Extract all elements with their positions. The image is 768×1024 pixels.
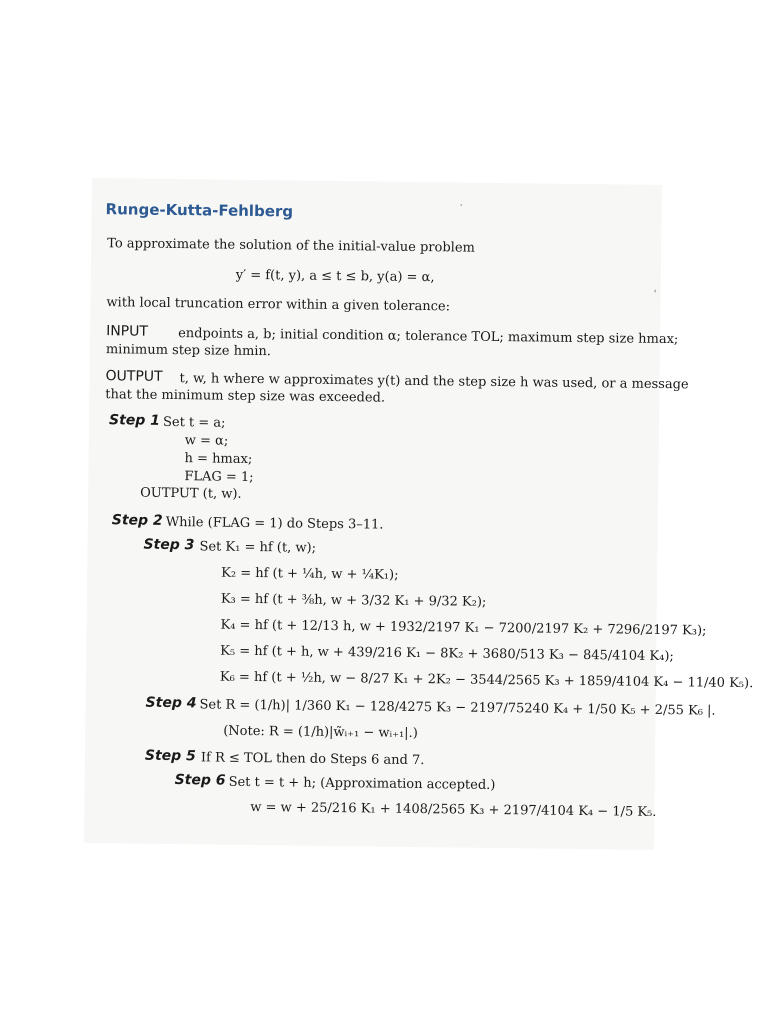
intro-text: To approximate the solution of the initial-value problem (107, 236, 475, 256)
margin-mark: · (459, 200, 463, 212)
margin-mark-right: ' (653, 288, 657, 300)
step-5-label: Step 5 (144, 747, 196, 765)
step-1-line: h = hmax; (184, 451, 253, 467)
step-3-k5: K₅ = hf (t + h, w + 439/216 K₁ − 8K₂ + 3680/513 K₃ − 845/4104 K₄); (220, 643, 674, 665)
step-1-line: w = α; (184, 433, 229, 449)
step-2-label: Step 2 (111, 512, 163, 529)
algorithm-title: Runge-Kutta-Fehlberg (105, 200, 294, 221)
output-line-2: that the minimum step size was exceeded. (105, 387, 386, 406)
ivp-equation: y′ = f(t, y), a ≤ t ≤ b, y(a) = α, (235, 267, 435, 286)
textbook-page (84, 178, 754, 850)
output-line-1: t, w, h where w approximates y(t) and the step size h was used, or a message (179, 371, 689, 393)
step-1-line: FLAG = 1; (184, 469, 254, 485)
step-3-label: Step 3 (143, 536, 195, 554)
step-1-output: OUTPUT (t, w). (140, 485, 242, 502)
step-3-k2: K₂ = hf (t + ¼h, w + ¼K₁); (221, 565, 399, 583)
step-1-line: Set t = a; (162, 414, 226, 431)
step-4-note: (Note: R = (1/h)|w̃ᵢ₊₁ − wᵢ₊₁|.) (223, 723, 418, 742)
tolerance-text: with local truncation error within a given tolerance: (106, 295, 451, 315)
step-2-text: While (FLAG = 1) do Steps 3–11. (165, 514, 384, 533)
output-label: OUTPUT (105, 368, 163, 385)
step-3-k3: K₃ = hf (t + ⅜h, w + 3/32 K₁ + 9/32 K₂); (220, 591, 487, 610)
step-3-k1: Set K₁ = hf (t, w); (199, 539, 317, 556)
step-6-w-update: w = w + 25/216 K₁ + 1408/2565 K₃ + 2197/4104 K₄ − 1/5 K₅. (250, 799, 657, 820)
step-1-label: Step 1 (108, 412, 161, 429)
step-4-label: Step 4 (145, 694, 197, 712)
step-6-label: Step 6 (174, 772, 226, 789)
step-3-k4: K₄ = hf (t + 12/13 h, w + 1932/2197 K₁ − 7200/2197 K₂ + 7296/2197 K₃); (220, 617, 707, 639)
step-5-text: If R ≤ TOL then do Steps 6 and 7. (200, 750, 425, 769)
input-line-2: minimum step size hmin. (105, 342, 272, 360)
input-line-1: endpoints a, b; initial condition α; tolerance TOL; maximum step size hmax; (178, 326, 679, 348)
step-6-text: Set t = t + h; (Approximation accepted.) (228, 774, 496, 793)
input-label: INPUT (106, 323, 149, 340)
step-3-k6: K₆ = hf (t + ½h, w − 8/27 K₁ + 2K₂ − 3544/2565 K₃ + 1859/4104 K₄ − 11/40 K₅). (219, 669, 754, 692)
step-4-text: Set R = (1/h)| 1/360 K₁ − 128/4275 K₃ − 2197/75240 K₄ + 1/50 K₅ + 2/55 K₆ |. (199, 697, 716, 719)
